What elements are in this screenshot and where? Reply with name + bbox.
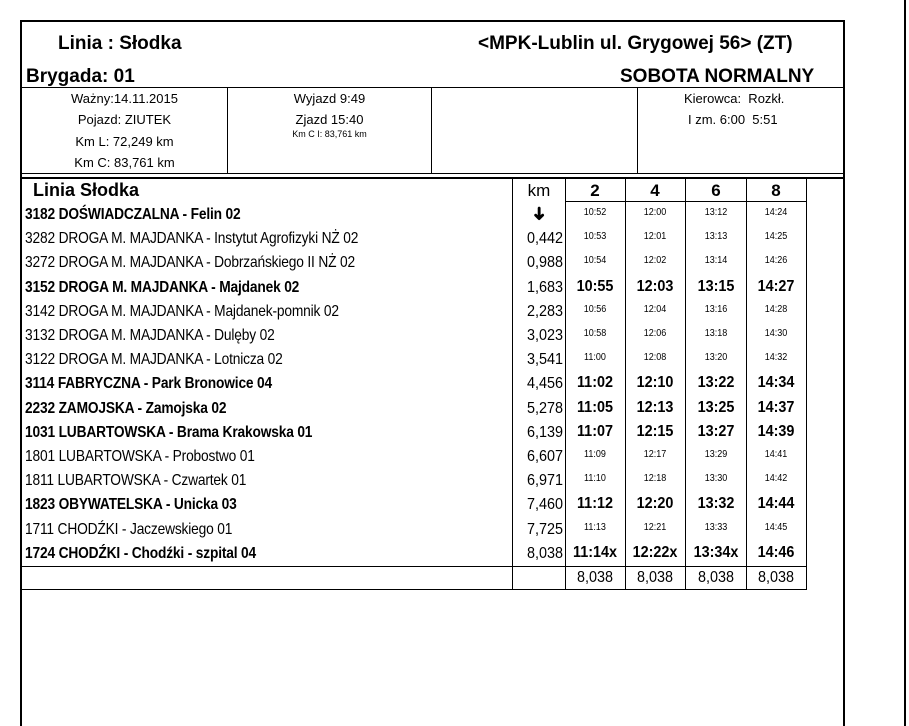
stop-name: 1801 LUBARTOWSKA - Probostwo 01 bbox=[25, 448, 255, 465]
table-bottom-line bbox=[22, 589, 807, 590]
departure-time-cell: 12:03 bbox=[636, 277, 674, 295]
departure-time-cell: 12:20 bbox=[636, 495, 674, 513]
departure-time-cell: 12:08 bbox=[643, 352, 667, 364]
km-header: km bbox=[527, 181, 551, 200]
driver-label: Kierowca: Rozkł. bbox=[684, 91, 785, 106]
table-row bbox=[23, 542, 808, 566]
departure-time-cell: 10:54 bbox=[583, 255, 607, 267]
departure-time-cell: 14:45 bbox=[764, 521, 788, 533]
stop-km: 5,278 bbox=[526, 399, 563, 417]
departure-time-cell: 13:34x bbox=[693, 543, 739, 561]
departure-time-cell: 11:09 bbox=[584, 449, 606, 460]
departure-time-cell: 12:22x bbox=[632, 543, 678, 561]
frame-top bbox=[22, 20, 845, 22]
table-row bbox=[23, 469, 808, 493]
stop-name: 1724 CHODŹKI - Chodźki - szpital 04 bbox=[25, 544, 257, 562]
departure-time-cell: 13:27 bbox=[697, 422, 735, 440]
departure-time-cell: 14:37 bbox=[757, 398, 795, 416]
table-row bbox=[23, 227, 808, 251]
departure-time: Wyjazd 9:49 bbox=[293, 91, 366, 106]
departure-time-cell: 14:46 bbox=[757, 543, 795, 561]
departure-time-cell: 12:17 bbox=[643, 449, 667, 460]
stop-km: 4,456 bbox=[526, 375, 563, 393]
vehicle: Pojazd: ZIUTEK bbox=[77, 112, 172, 127]
course-header-2: 2 bbox=[590, 181, 600, 200]
shift-label: I zm. 6:00 5:51 bbox=[688, 112, 778, 127]
down-arrow-icon: ➜ bbox=[529, 205, 550, 222]
stop-km: 0,442 bbox=[526, 230, 563, 248]
departure-time-cell: 10:56 bbox=[583, 303, 607, 315]
stop-name: 3122 DROGA M. MAJDANKA - Lotnicza 02 bbox=[25, 351, 283, 369]
info-divider-3 bbox=[637, 87, 638, 173]
departure-time-cell: 13:20 bbox=[704, 352, 728, 364]
stop-km: 8,038 bbox=[526, 544, 563, 562]
departure-time-cell: 12:21 bbox=[643, 521, 667, 533]
page-edge-right bbox=[904, 0, 906, 726]
departure-time-cell: 11:00 bbox=[584, 352, 606, 364]
table-row bbox=[23, 276, 808, 300]
stop-km: 0,988 bbox=[526, 254, 563, 272]
stop-km: 3,541 bbox=[526, 351, 563, 369]
stop-name: 1823 OBYWATELSKA - Unicka 03 bbox=[25, 496, 237, 514]
departure-time-cell: 13:29 bbox=[704, 449, 728, 460]
table-row bbox=[23, 372, 808, 396]
departure-time-cell: 14:26 bbox=[764, 255, 788, 267]
departure-time-cell: 12:06 bbox=[643, 328, 667, 339]
departure-time-cell: 14:24 bbox=[764, 207, 788, 218]
departure-time-cell: 12:02 bbox=[643, 255, 667, 267]
table-row bbox=[23, 324, 808, 348]
departure-time-cell: 10:55 bbox=[576, 277, 614, 295]
departure-time-cell: 12:04 bbox=[643, 303, 667, 315]
brigade-label: Brygada: 01 bbox=[26, 66, 135, 87]
km-c-small: Km C I: 83,761 km bbox=[292, 129, 367, 139]
table-row bbox=[23, 203, 808, 227]
departure-time-cell: 10:58 bbox=[583, 328, 607, 339]
stop-km: 2,283 bbox=[526, 302, 563, 320]
table-top-line-1 bbox=[22, 173, 843, 174]
table-header-line bbox=[565, 201, 806, 202]
departure-time-cell: 12:00 bbox=[643, 207, 667, 218]
stop-km: 1,683 bbox=[526, 278, 563, 296]
departure-time-cell: 11:14x bbox=[572, 543, 618, 561]
info-divider-2 bbox=[431, 87, 432, 173]
table-row bbox=[23, 445, 808, 469]
departure-time-cell: 14:27 bbox=[757, 277, 795, 295]
stop-name: 2232 ZAMOJSKA - Zamojska 02 bbox=[25, 399, 227, 417]
course-header-8: 8 bbox=[771, 181, 781, 200]
info-top-line bbox=[22, 87, 843, 88]
departure-time-cell: 12:15 bbox=[636, 422, 674, 440]
departure-time-cell: 13:30 bbox=[704, 473, 728, 485]
departure-time-cell: 13:14 bbox=[704, 255, 728, 267]
table-row bbox=[23, 493, 808, 517]
stop-name: 3272 DROGA M. MAJDANKA - Dobrzańskiego II NŻ 02 bbox=[25, 254, 355, 272]
stop-km: 3,023 bbox=[526, 327, 563, 344]
departure-time-cell: 14:28 bbox=[764, 303, 788, 315]
stop-km: 7,725 bbox=[526, 520, 563, 538]
stop-km: 6,139 bbox=[526, 423, 563, 441]
stop-name: 3152 DROGA M. MAJDANKA - Majdanek 02 bbox=[25, 278, 300, 296]
line-title: Linia : Słodka bbox=[58, 33, 182, 54]
departure-time-cell: 14:39 bbox=[757, 422, 795, 440]
stop-name: 3114 FABRYCZNA - Park Bronowice 04 bbox=[25, 375, 273, 393]
departure-time-cell: 13:33 bbox=[704, 521, 728, 533]
table-row bbox=[23, 518, 808, 542]
stop-name: 3142 DROGA M. MAJDANKA - Majdanek-pomnik 02 bbox=[25, 302, 339, 320]
table-row bbox=[23, 251, 808, 275]
total-km-cell: 8,038 bbox=[757, 569, 795, 586]
course-header-4: 4 bbox=[650, 181, 660, 200]
stop-name: 3182 DOŚWIADCZALNA - Felin 02 bbox=[25, 206, 241, 223]
frame-right bbox=[843, 20, 845, 726]
stop-name: 1711 CHODŹKI - Jaczewskiego 01 bbox=[25, 520, 233, 538]
departure-time-cell: 10:52 bbox=[583, 207, 607, 218]
valid-date: Ważny:14.11.2015 bbox=[71, 91, 178, 106]
departure-time-cell: 13:15 bbox=[697, 277, 735, 295]
departure-time-cell: 12:13 bbox=[636, 398, 674, 416]
departure-time-cell: 13:25 bbox=[697, 398, 735, 416]
table-top-line-2 bbox=[22, 177, 843, 179]
table-row bbox=[23, 300, 808, 324]
table-row bbox=[23, 421, 808, 445]
day-type: SOBOTA NORMALNY bbox=[620, 66, 815, 87]
departure-time-cell: 12:01 bbox=[643, 231, 667, 243]
stop-name: 1811 LUBARTOWSKA - Czwartek 01 bbox=[25, 472, 247, 490]
km-l: Km L: 72,249 km bbox=[75, 134, 174, 149]
departure-time-cell: 14:42 bbox=[764, 473, 788, 485]
operator-title: <MPK-Lublin ul. Grygowej 56> (ZT) bbox=[478, 33, 793, 54]
departure-time-cell: 13:13 bbox=[704, 231, 728, 243]
departure-time-cell: 11:10 bbox=[584, 473, 606, 485]
departure-time-cell: 13:16 bbox=[704, 303, 728, 315]
total-km-cell: 8,038 bbox=[697, 569, 735, 586]
departure-time-cell: 13:12 bbox=[704, 207, 728, 218]
departure-time-cell: 14:32 bbox=[764, 352, 788, 364]
departure-time-cell: 14:41 bbox=[764, 449, 788, 460]
departure-time-cell: 14:30 bbox=[764, 328, 788, 339]
departure-time-cell: 14:34 bbox=[757, 374, 795, 392]
departure-time-cell: 14:44 bbox=[757, 495, 795, 513]
stop-name: 1031 LUBARTOWSKA - Brama Krakowska 01 bbox=[25, 423, 313, 441]
table-row bbox=[23, 348, 808, 372]
departure-time-cell: 11:13 bbox=[584, 521, 606, 533]
departure-time-cell: 12:18 bbox=[643, 473, 667, 485]
departure-time-cell: 13:32 bbox=[697, 495, 735, 513]
departure-time-cell: 11:02 bbox=[576, 374, 614, 392]
departure-time-cell: 10:53 bbox=[583, 231, 607, 243]
departure-time-cell: 11:12 bbox=[576, 495, 614, 513]
departure-time-cell: 12:10 bbox=[636, 374, 674, 392]
stop-km: 6,971 bbox=[526, 472, 563, 490]
departure-time-cell: 13:22 bbox=[697, 374, 735, 392]
stop-km: 6,607 bbox=[526, 448, 563, 465]
total-km-cell: 8,038 bbox=[576, 569, 614, 586]
km-c: Km C: 83,761 km bbox=[74, 155, 175, 170]
departure-time-cell: 11:05 bbox=[576, 398, 614, 416]
stop-name: 3132 DROGA M. MAJDANKA - Dulęby 02 bbox=[25, 327, 275, 344]
stop-km: 7,460 bbox=[526, 496, 563, 514]
course-header-6: 6 bbox=[711, 181, 721, 200]
return-time: Zjazd 15:40 bbox=[295, 112, 364, 127]
table-title: Linia Słodka bbox=[33, 180, 140, 200]
total-km-cell: 8,038 bbox=[636, 569, 674, 586]
stop-name: 3282 DROGA M. MAJDANKA - Instytut Agrofizyki NŻ 02 bbox=[25, 230, 359, 248]
departure-time-cell: 13:18 bbox=[704, 328, 728, 339]
table-rows-bottom-line bbox=[22, 566, 807, 567]
table-row bbox=[23, 397, 808, 421]
departure-time-cell: 11:07 bbox=[576, 422, 614, 440]
departure-time-cell: 14:25 bbox=[764, 231, 788, 243]
